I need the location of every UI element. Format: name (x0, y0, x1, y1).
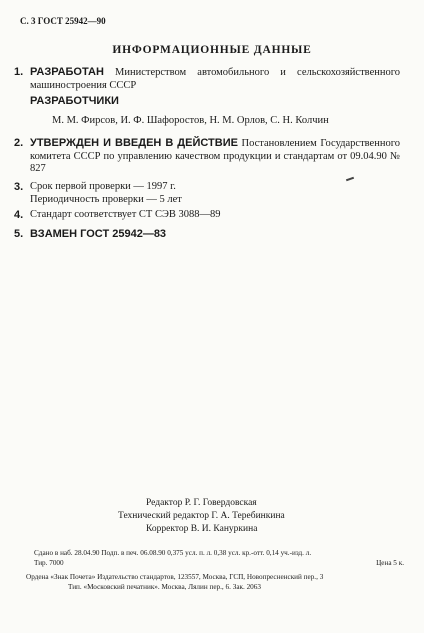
developers-heading: РАЗРАБОТЧИКИ (30, 95, 119, 107)
item-caps: ВЗАМЕН ГОСТ 25942—83 (30, 228, 167, 240)
item-caps: УТВЕРЖДЕН И ВВЕДЕН В ДЕЙСТВИЕ (30, 137, 238, 149)
item-text: Постановлением Государственного комитета СССР по управлению качеством продукции и стандартам от 09.04.90 № 827 (30, 138, 400, 174)
editor-line: Редактор Р. Г. Говердовская (146, 498, 257, 508)
circulation: Тир. 7000 (34, 558, 64, 567)
item-replaces (14, 228, 400, 242)
item-text-line1: Срок первой проверки — 1997 г. (30, 181, 176, 192)
print-data-line: Сдано в наб. 28.04.90 Подп. в печ. 06.08.90 0,375 усл. п. л. 0,38 усл. кр.-отт. 0,14 уч.-изд. л. (34, 549, 312, 557)
item-text: Министерством автомобильного и сельскохозяйственного машиностроения СССР (30, 67, 401, 91)
item-number: 3. (14, 181, 24, 193)
item-caps: РАЗРАБОТАН (30, 66, 104, 78)
publisher-line: Ордена «Знак Почета» Издательство стандартов, 123557, Москва, ГСП, Новопресненский пер., 3 (26, 573, 324, 581)
item-compliance (14, 209, 400, 222)
item-number: 5. (14, 228, 24, 240)
section-title: ИНФОРМАЦИОННЫЕ ДАННЫЕ (112, 44, 312, 56)
item-number: 1. (14, 66, 24, 78)
item-number: 2. (14, 137, 24, 149)
item-approved (14, 137, 400, 176)
item-text: Стандарт соответствует СТ СЭВ 3088—89 (30, 209, 221, 220)
developers-names: М. М. Фирсов, И. Ф. Шафоростов, Н. М. Орлов, С. Н. Колчин (52, 115, 329, 126)
corrector-line: Корректор В. И. Кануркина (146, 524, 258, 534)
item-text-line2: Периодичность проверки — 5 лет (30, 193, 182, 205)
circulation-line (34, 559, 404, 569)
item-review (14, 181, 400, 206)
tech-editor-line: Технический редактор Г. А. Теребинкина (118, 511, 285, 521)
price: Цена 5 к. (376, 558, 404, 567)
printer-line: Тип. «Московский печатник». Москва, Лялин пер., 6. Зак. 2063 (68, 582, 261, 591)
publication-info (34, 549, 404, 568)
item-number: 4. (14, 209, 24, 221)
item-developed-by (14, 66, 401, 92)
publisher-info (26, 573, 406, 592)
page-header: С. 3 ГОСТ 25942—90 (20, 16, 106, 26)
